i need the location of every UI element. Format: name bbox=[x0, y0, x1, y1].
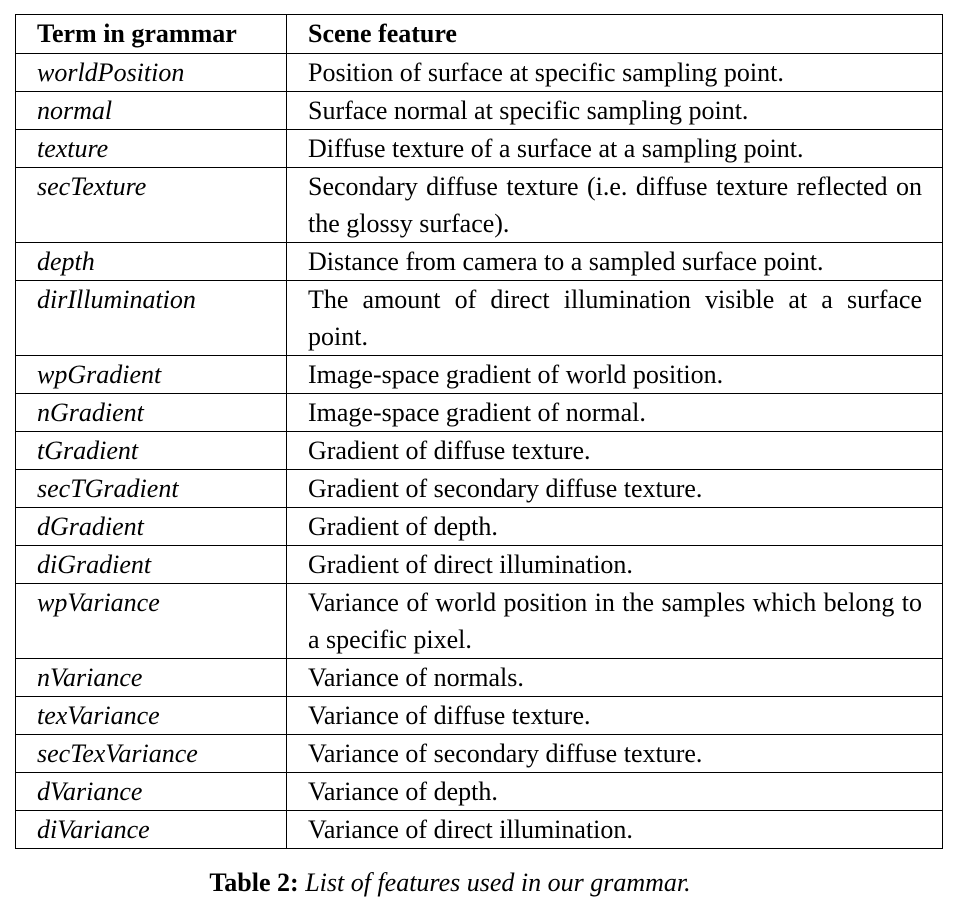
feature-cell: Gradient of direct illumination. bbox=[287, 546, 943, 584]
features-table bbox=[15, 14, 943, 849]
feature-cell: Distance from camera to a sampled surface point. bbox=[287, 243, 943, 281]
table-row bbox=[16, 735, 943, 773]
term-cell: depth bbox=[16, 243, 287, 281]
table-row bbox=[16, 432, 943, 470]
term-cell: tGradient bbox=[16, 432, 287, 470]
features-table-container bbox=[15, 14, 942, 849]
feature-cell: Variance of direct illumination. bbox=[287, 811, 943, 849]
feature-cell: Variance of normals. bbox=[287, 659, 943, 697]
feature-cell: Surface normal at specific sampling point. bbox=[287, 92, 943, 130]
table-row bbox=[16, 659, 943, 697]
caption-text: List of features used in our grammar. bbox=[305, 868, 691, 897]
feature-cell: Image-space gradient of normal. bbox=[287, 394, 943, 432]
table-row bbox=[16, 508, 943, 546]
term-cell: dVariance bbox=[16, 773, 287, 811]
header-term: Term in grammar bbox=[16, 15, 287, 54]
table-header-row bbox=[16, 15, 943, 54]
header-feature: Scene feature bbox=[287, 15, 943, 54]
term-cell: dirIllumination bbox=[16, 281, 287, 356]
table-row bbox=[16, 281, 943, 356]
feature-cell: Variance of world position in the samples which belong to a specific pixel. bbox=[287, 584, 943, 659]
term-cell: secTexVariance bbox=[16, 735, 287, 773]
table-row bbox=[16, 773, 943, 811]
term-cell: nVariance bbox=[16, 659, 287, 697]
term-cell: dGradient bbox=[16, 508, 287, 546]
table-row bbox=[16, 546, 943, 584]
caption-label: Table 2: bbox=[209, 868, 299, 897]
term-cell: secTGradient bbox=[16, 470, 287, 508]
feature-cell: Image-space gradient of world position. bbox=[287, 356, 943, 394]
term-cell: worldPosition bbox=[16, 54, 287, 92]
table-row bbox=[16, 130, 943, 168]
table-row bbox=[16, 168, 943, 243]
feature-cell: The amount of direct illumination visible at a surface point. bbox=[287, 281, 943, 356]
feature-cell: Diffuse texture of a surface at a sampling point. bbox=[287, 130, 943, 168]
term-cell: nGradient bbox=[16, 394, 287, 432]
term-cell: texture bbox=[16, 130, 287, 168]
term-cell: texVariance bbox=[16, 697, 287, 735]
term-cell: wpGradient bbox=[16, 356, 287, 394]
table-row bbox=[16, 356, 943, 394]
table-row bbox=[16, 470, 943, 508]
feature-cell: Secondary diffuse texture (i.e. diffuse texture reflected on the glossy surface). bbox=[287, 168, 943, 243]
feature-cell: Position of surface at specific sampling point. bbox=[287, 54, 943, 92]
term-cell: diVariance bbox=[16, 811, 287, 849]
term-cell: secTexture bbox=[16, 168, 287, 243]
feature-cell: Variance of depth. bbox=[287, 773, 943, 811]
table-row bbox=[16, 243, 943, 281]
table-row bbox=[16, 394, 943, 432]
table-row bbox=[16, 811, 943, 849]
table-row bbox=[16, 92, 943, 130]
table-row bbox=[16, 54, 943, 92]
term-cell: wpVariance bbox=[16, 584, 287, 659]
table-row bbox=[16, 584, 943, 659]
term-cell: normal bbox=[16, 92, 287, 130]
feature-cell: Variance of diffuse texture. bbox=[287, 697, 943, 735]
term-cell: diGradient bbox=[16, 546, 287, 584]
feature-cell: Variance of secondary diffuse texture. bbox=[287, 735, 943, 773]
table-caption bbox=[0, 866, 956, 900]
feature-cell: Gradient of diffuse texture. bbox=[287, 432, 943, 470]
table-row bbox=[16, 697, 943, 735]
feature-cell: Gradient of secondary diffuse texture. bbox=[287, 470, 943, 508]
feature-cell: Gradient of depth. bbox=[287, 508, 943, 546]
